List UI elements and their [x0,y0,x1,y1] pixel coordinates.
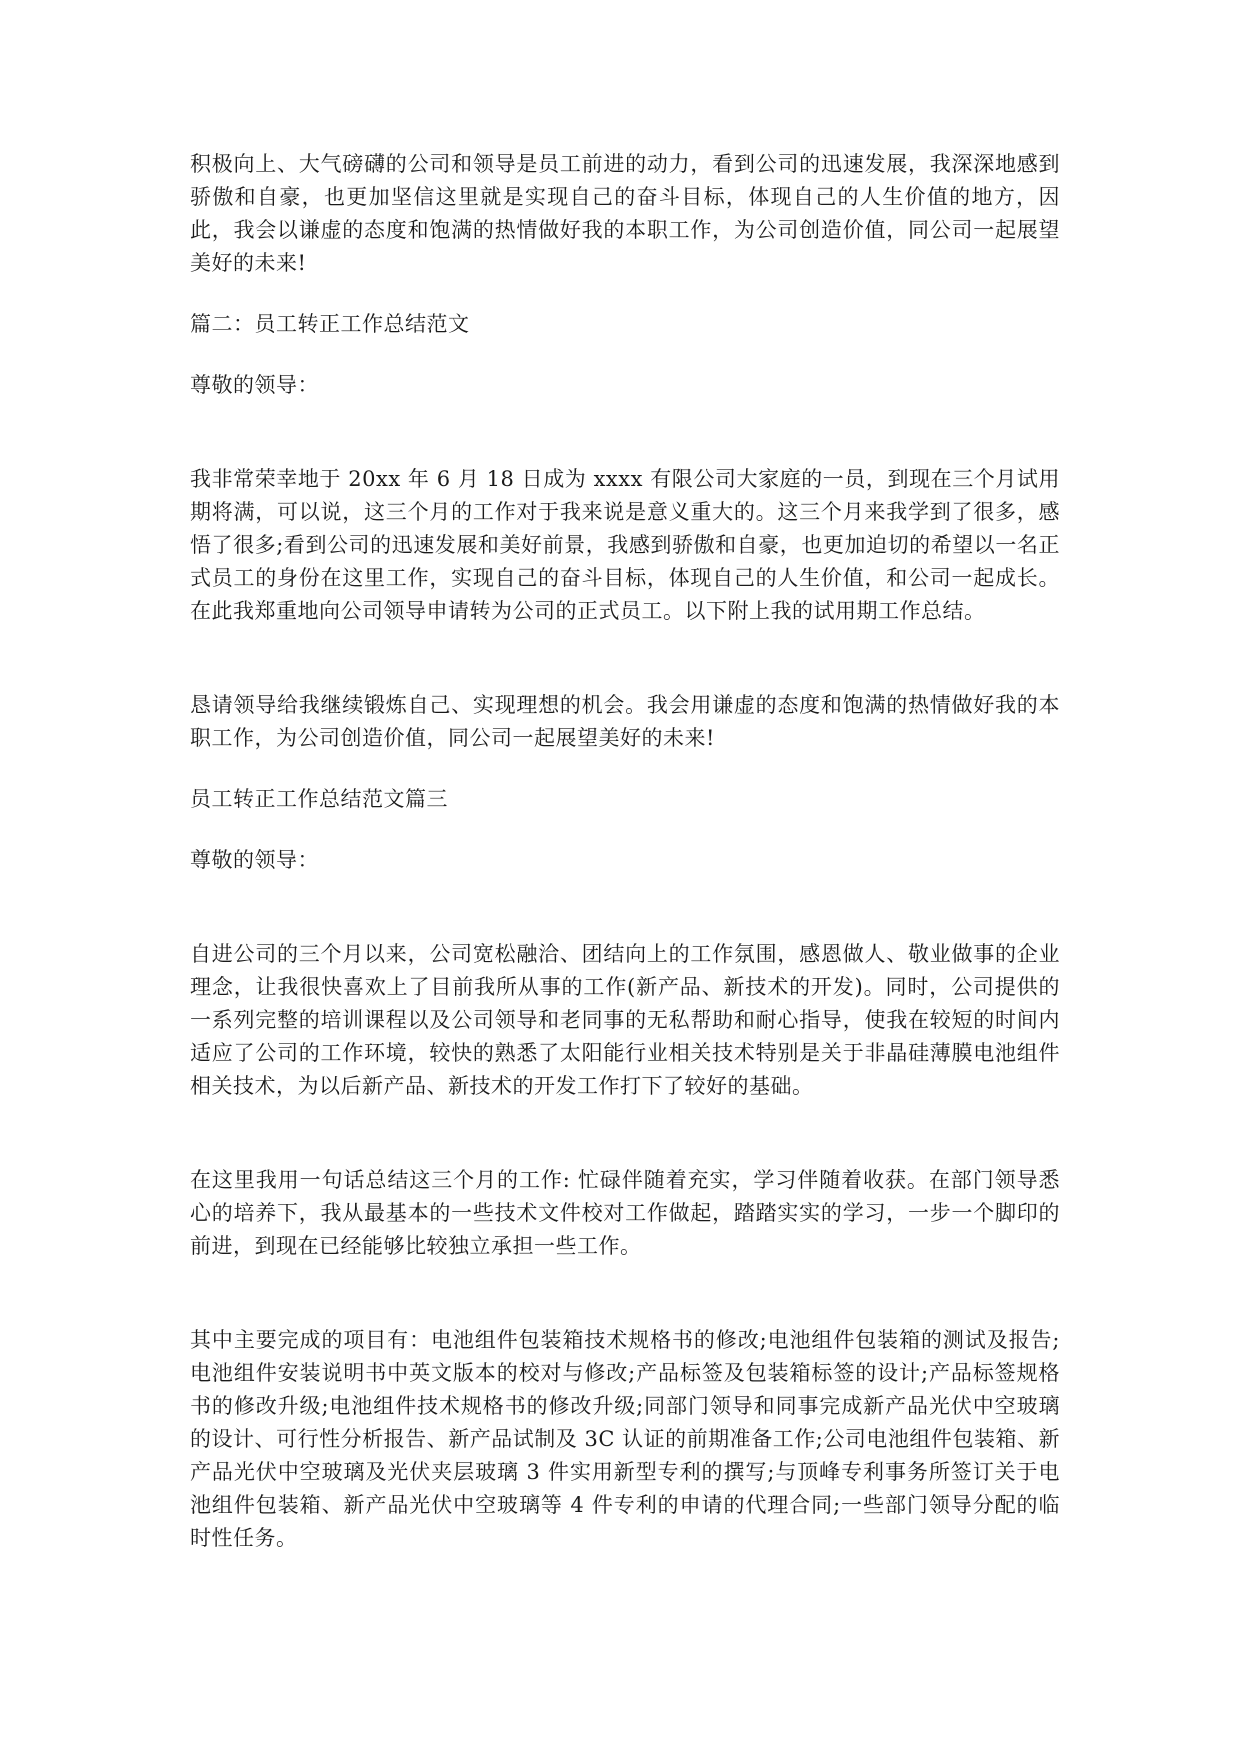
salutation: 尊敬的领导： [190,848,319,872]
document-page [190,148,1060,1555]
salutation: 尊敬的领导： [190,373,319,397]
section-heading-part-two: 篇二：员工转正工作总结范文 [190,312,470,336]
paragraph-company-intro: 自进公司的三个月以来，公司宽松融洽、团结向上的工作氛围，感恩做人、敬业做事的企业理念，让我很快喜欢上了目前我所从事的工作(新产品、新技术的开发)。同时，公司提供的一系列完整的培训课程以及公司领导和老同事的无私帮助和耐心指导，使我在较短的时间内适应了公司的工作环境，较快的熟悉了太阳能行业相关技术特别是关于非晶硅薄膜电池组件相关技术，为以后新产品、新技术的开发工作打下了较好的基础。 [190,942,1060,1098]
paragraph-summary: 在这里我用一句话总结这三个月的工作: 忙碌伴随着充实，学习伴随着收获。在部门领导悉心的培养下，我从最基本的一些技术文件校对工作做起，踏踏实实的学习，一步一个脚印的前进，到现在已经能够比较独立承担一些工作。 [190,1168,1060,1258]
paragraph-probation: 我非常荣幸地于 20xx 年 6 月 18 日成为 xxxx 有限公司大家庭的一员，到现在三个月试用期将满，可以说，这三个月的工作对于我来说是意义重大的。这三个月来我学到了很多，感悟了很多;看到公司的迅速发展和美好前景，我感到骄傲和自豪，也更加迫切的希望以一名正式员工的身份在这里工作，实现自己的奋斗目标，体现自己的人生价值，和公司一起成长。在此我郑重地向公司领导申请转为公司的正式员工。以下附上我的试用期工作总结。 [190,467,1060,623]
paragraph-projects: 其中主要完成的项目有：电池组件包装箱技术规格书的修改;电池组件包装箱的测试及报告;电池组件安装说明书中英文版本的校对与修改;产品标签及包装箱标签的设计;产品标签规格书的修改升级;电池组件技术规格书的修改升级;同部门领导和同事完成新产品光伏中空玻璃的设计、可行性分析报告、新产品试制及 3C 认证的前期准备工作;公司电池组件包装箱、新产品光伏中空玻璃及光伏夹层玻璃 3 件实用新型专利的撰写;与顶峰专利事务所签订关于电池组件包装箱、新产品光伏中空玻璃等 4 件专利的申请的代理合同;一些部门领导分配的临时性任务。 [190,1328,1060,1550]
paragraph-intro: 积极向上、大气磅礴的公司和领导是员工前进的动力，看到公司的迅速发展，我深深地感到骄傲和自豪，也更加坚信这里就是实现自己的奋斗目标，体现自己的人生价值的地方，因此，我会以谦虚的态度和饱满的热情做好我的本职工作，为公司创造价值，同公司一起展望美好的未来! [190,152,1060,275]
section-heading-part-three: 员工转正工作总结范文篇三 [190,787,448,811]
paragraph-request: 恳请领导给我继续锻炼自己、实现理想的机会。我会用谦虚的态度和饱满的热情做好我的本职工作，为公司创造价值，同公司一起展望美好的未来! [190,693,1060,750]
